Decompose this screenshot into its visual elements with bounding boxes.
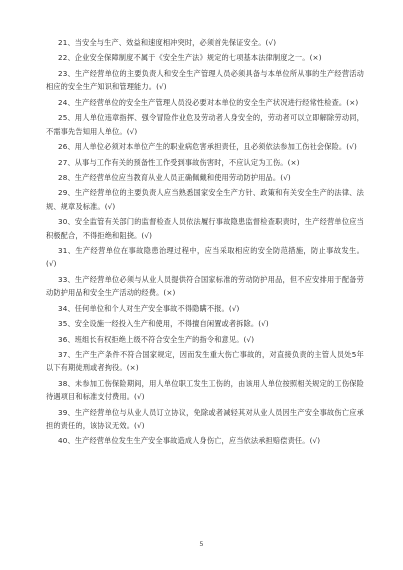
question-item-39: 39、生产经营单位与从业人员订立协议，免除或者减轻其对从业人员因生产安全事故伤亡应承担的责任的，该协议无效。(√)	[46, 407, 364, 430]
question-item-36: 36、班组长有权拒绝上级不符合安全生产的指令和意见。(√)	[58, 334, 255, 344]
question-item-25: 25、用人单位违章指挥、强令冒险作业危及劳动者人身安全的，劳动者可以立即解除劳动同，不需事先告知用人单位。(√)	[46, 113, 364, 136]
question-item-40: 40、生产经营单位发生生产安全事故造成人身伤亡，应当依法承担赔偿责任。(√)	[58, 436, 321, 446]
question-list	[46, 36, 364, 450]
question-item-27: 27、从事与工作有关的预备性工作受到事故伤害时，不应认定为工伤。(×)	[58, 157, 300, 167]
question-item-30: 30、安全监管有关部门的监督检查人员依法履行事故隐患监督检查职责时，生产经营单位应当积极配合，不得拒绝和阻挠。(√)	[46, 217, 364, 240]
question-item-29: 29、生产经营单位的主要负责人应当熟悉国家安全生产方针、政策和有关安全生产的法律、法规、规章及标准。(√)	[46, 188, 364, 211]
question-item-23: 23、生产经营单位的主要负责人和安全生产管理人员必须具备与本单位所从事的生产经营活动相应的安全生产知识和管理能力。(√)	[46, 68, 364, 92]
question-item-35: 35、安全设施一经投入生产和使用，不得擅自闲置或者拆除。(√)	[58, 319, 269, 329]
question-item-34: 34、任何单位和个人对生产安全事故不得隐瞒不报。(√)	[58, 303, 240, 313]
question-item-24: 24、生产经营单位的安全生产管理人员没必要对本单位的安全生产状况进行经常性检查。(×)	[58, 97, 359, 107]
question-item-26: 26、用人单位必须对本单位产生的职业病危害承担责任，且必须依法参加工伤社会保险。(√)	[58, 142, 357, 152]
question-item-28: 28、生产经营单位应当教育从业人员正确佩戴和使用劳动防护用品。(√)	[58, 172, 291, 182]
question-item-33: 33、生产经营单位必须与从业人员提供符合国家标准的劳动防护用品，但不应安排用于配备劳动防护用品和安全生产活动的经费。(×)	[46, 274, 364, 298]
question-item-38: 38、未参加工伤保险期间，用人单位职工发生工伤的，由该用人单位按照相关规定的工伤保险待遇项目和标准支付费用。(√)	[46, 378, 364, 402]
question-item-22: 22、企业安全保障制度不属于《安全生产法》规定的七项基本法律制度之一。(×)	[58, 53, 322, 63]
question-item-37: 37、生产生产条件不符合国家规定，因而发生重大伤亡事故的，对直接负责的主管人员处5年以下有期徒刑或者拘役。(×)	[46, 350, 364, 373]
question-item-21: 21、当安全与生产、效益和速度相冲突时，必须首先保证安全。(√)	[58, 38, 277, 47]
page-number: 5	[199, 540, 204, 548]
question-item-31: 31、生产经营单位在事故隐患治理过程中，应当采取相应的安全防范措施，防止事故发生。(√)	[46, 246, 364, 269]
